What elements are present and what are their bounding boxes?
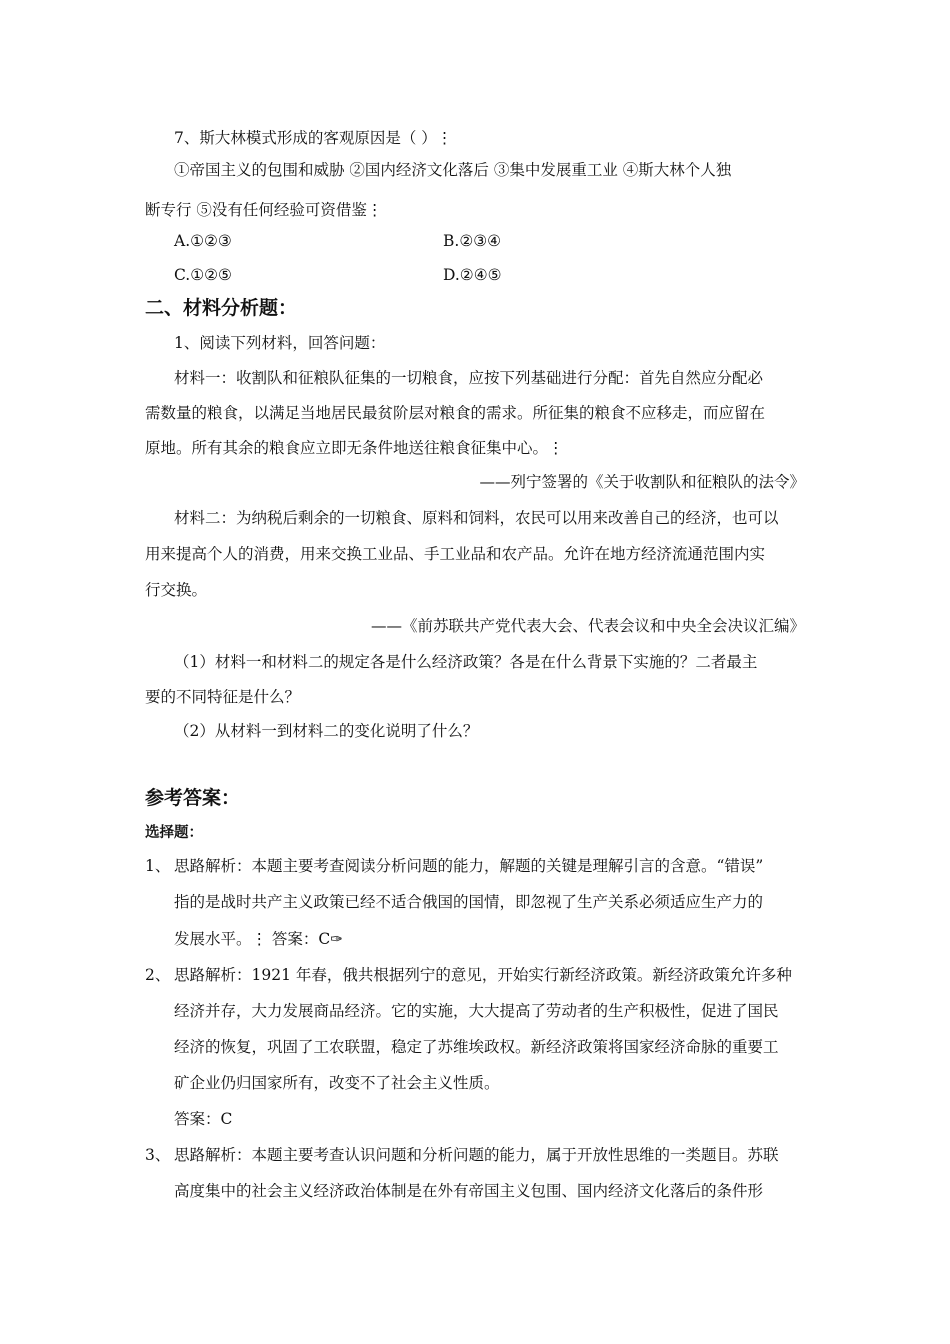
question-1-intro: 1、阅读下列材料，回答问题： (174, 334, 386, 352)
q7-choice-c: C.①②⑤ (174, 266, 232, 284)
answer-3-number: 3、 (145, 1146, 171, 1164)
section-heading-material-analysis: 二、材料分析题： (145, 297, 298, 319)
answer-3-line: 高度集中的社会主义经济政治体制是在外有帝国主义包围、国内经济文化落后的条件形 (174, 1182, 764, 1200)
answer-2-line: 经济并存，大力发展商品经济。它的实施，大大提高了劳动者的生产积极性，促进了国民 (174, 1002, 779, 1020)
answer-1-text: 发展水平。⋮ 答案：C (174, 930, 331, 948)
pen-mark-icon: ✑ (330, 930, 343, 948)
answer-1-line (174, 929, 343, 949)
q7-choice-d: D.②④⑤ (443, 266, 502, 284)
answers-heading: 参考答案： (145, 787, 241, 809)
q7-options-line2: 断专行 ⑤没有任何经验可资借鉴⋮ (145, 201, 383, 219)
q7-stem: 7、斯大林模式形成的客观原因是（ ）⋮ (174, 129, 453, 147)
answer-1-line: 指的是战时共产主义政策已经不适合俄国的国情，即忽视了生产关系必须适应生产力的 (174, 893, 764, 911)
material-2-line: 行交换。 (145, 581, 208, 599)
material-1-line: 原地。所有其余的粮食应立即无条件地送往粮食征集中心。⋮ (145, 439, 564, 457)
material-2-line: 用来提高个人的消费，用来交换工业品、手工业品和农产品。允许在地方经济流通范围内实 (145, 545, 766, 563)
material-1-line: 需数量的粮食，以满足当地居民最贫阶层对粮食的需求。所征集的粮食不应移走，而应留在 (145, 404, 766, 422)
subquestion-1-line: （1）材料一和材料二的规定各是什么经济政策？各是在什么背景下实施的？二者最主 (174, 653, 758, 671)
subquestion-2: （2）从材料一到材料二的变化说明了什么？ (174, 722, 479, 740)
answer-2-answer: 答案：C (174, 1110, 233, 1128)
answer-2-line: 经济的恢复，巩固了工农联盟，稳定了苏维埃政权。新经济政策将国家经济命脉的重要工 (174, 1038, 779, 1056)
answer-2-line: 矿企业仍归国家所有，改变不了社会主义性质。 (174, 1074, 500, 1092)
q7-choice-b: B.②③④ (443, 232, 502, 250)
q7-choice-a: A.①②③ (174, 232, 232, 250)
answer-1-line: 思路解析：本题主要考查阅读分析问题的能力，解题的关键是理解引言的含意。“错误” (174, 857, 764, 875)
subquestion-1-line: 要的不同特征是什么？ (145, 688, 301, 706)
material-1-line: 材料一：收割队和征粮队征集的一切粮食，应按下列基础进行分配：首先自然应分配必 (174, 369, 764, 387)
material-2-source: ——《前苏联共产党代表大会、代表会议和中央全会决议汇编》 (370, 617, 805, 635)
material-1-source: ——列宁签署的《关于收割队和征粮队的法令》 (479, 473, 805, 491)
answer-2-line: 思路解析：1921 年春，俄共根据列宁的意见，开始实行新经济政策。新经济政策允许多种 (174, 966, 792, 984)
material-2-line: 材料二：为纳税后剩余的一切粮食、原料和饲料，农民可以用来改善自己的经济，也可以 (174, 509, 779, 527)
answer-2-number: 2、 (145, 966, 171, 984)
q7-options-line1: ①帝国主义的包围和威胁 ②国内经济文化落后 ③集中发展重工业 ④斯大林个人独 (174, 161, 732, 179)
answer-3-line: 思路解析：本题主要考查认识问题和分析问题的能力，属于开放性思维的一类题目。苏联 (174, 1146, 779, 1164)
answer-1-number: 1、 (145, 857, 171, 875)
answers-subheading: 选择题： (145, 825, 203, 841)
